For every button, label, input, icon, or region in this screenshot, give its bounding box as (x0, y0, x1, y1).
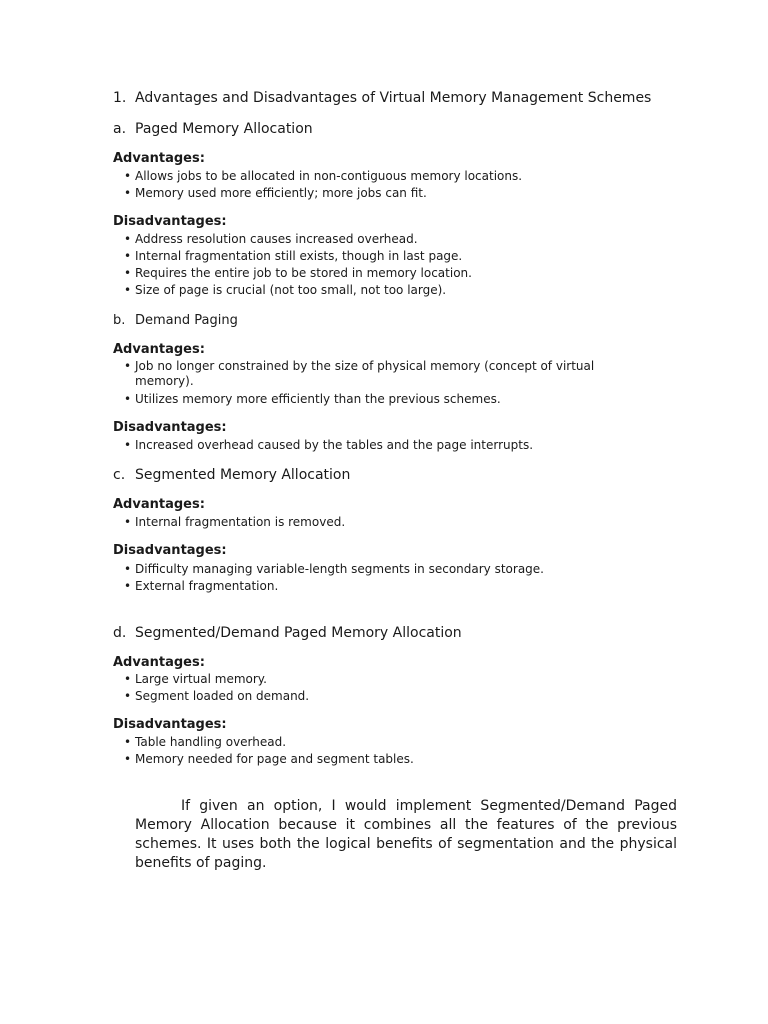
advantages-label: Advantages: (113, 151, 205, 166)
list-item: • Memory needed for page and segment tables. (124, 751, 635, 768)
title-number: 1. (113, 90, 127, 106)
section-title: Demand Paging (135, 313, 238, 328)
list-item: • Table handling overhead. (124, 734, 635, 751)
list-item: • Large virtual memory. (124, 671, 635, 688)
list-item: • External fragmentation. (124, 578, 635, 595)
advantages-label: Advantages: (113, 342, 205, 357)
section-a-heading (113, 120, 313, 138)
section-a-advantages-list (124, 168, 635, 202)
section-d-advantages-list (124, 671, 635, 705)
list-item: • Segment loaded on demand. (124, 688, 635, 705)
section-title: Paged Memory Allocation (135, 121, 313, 137)
disadvantages-label: Disadvantages: (113, 543, 227, 558)
section-c-heading (113, 466, 350, 484)
document-title (113, 89, 651, 107)
section-b-disadvantages-list (124, 437, 635, 454)
section-a-disadvantages-list (124, 231, 635, 299)
disadvantages-label: Disadvantages: (113, 717, 227, 732)
disadvantages-label: Disadvantages: (113, 214, 227, 229)
title-text: Advantages and Disadvantages of Virtual Memory Management Schemes (135, 90, 652, 106)
list-item: • Requires the entire job to be stored in memory location. (124, 265, 635, 282)
section-letter: b. (113, 313, 126, 328)
section-letter: a. (113, 121, 127, 137)
section-d-disadvantages-list (124, 734, 635, 768)
section-title: Segmented Memory Allocation (135, 467, 351, 483)
list-item: • Memory used more efficiently; more jobs can fit. (124, 185, 635, 202)
disadvantages-label: Disadvantages: (113, 420, 227, 435)
section-b-advantages-list (124, 359, 635, 408)
list-item: • Allows jobs to be allocated in non-contiguous memory locations. (124, 168, 635, 185)
list-item: • Difficulty managing variable-length segments in secondary storage. (124, 561, 635, 578)
list-item: • Size of page is crucial (not too small, not too large). (124, 282, 635, 299)
section-letter: d. (113, 625, 127, 641)
section-b-heading (113, 312, 238, 330)
section-letter: c. (113, 467, 126, 483)
list-item: • Address resolution causes increased overhead. (124, 231, 635, 248)
list-item: • Internal fragmentation is removed. (124, 514, 635, 531)
conclusion-paragraph: If given an option, I would implement Segmented/Demand Paged Memory Allocation because it combines all the features of the previous schemes. It uses both the logical benefits of segmentation and the physical benefits of paging. (135, 798, 677, 871)
section-title: Segmented/Demand Paged Memory Allocation (135, 625, 462, 641)
section-d-heading (113, 624, 462, 642)
list-item: • Increased overhead caused by the tables and the page interrupts. (124, 437, 635, 454)
advantages-label: Advantages: (113, 497, 205, 512)
section-c-disadvantages-list (124, 561, 635, 595)
section-c-advantages-list (124, 514, 635, 531)
advantages-label: Advantages: (113, 655, 205, 670)
list-item: • Job no longer constrained by the size of physical memory (concept of virtual memory). (124, 359, 625, 391)
list-item: • Internal fragmentation still exists, though in last page. (124, 248, 635, 265)
list-item: • Utilizes memory more efficiently than the previous schemes. (124, 391, 635, 408)
